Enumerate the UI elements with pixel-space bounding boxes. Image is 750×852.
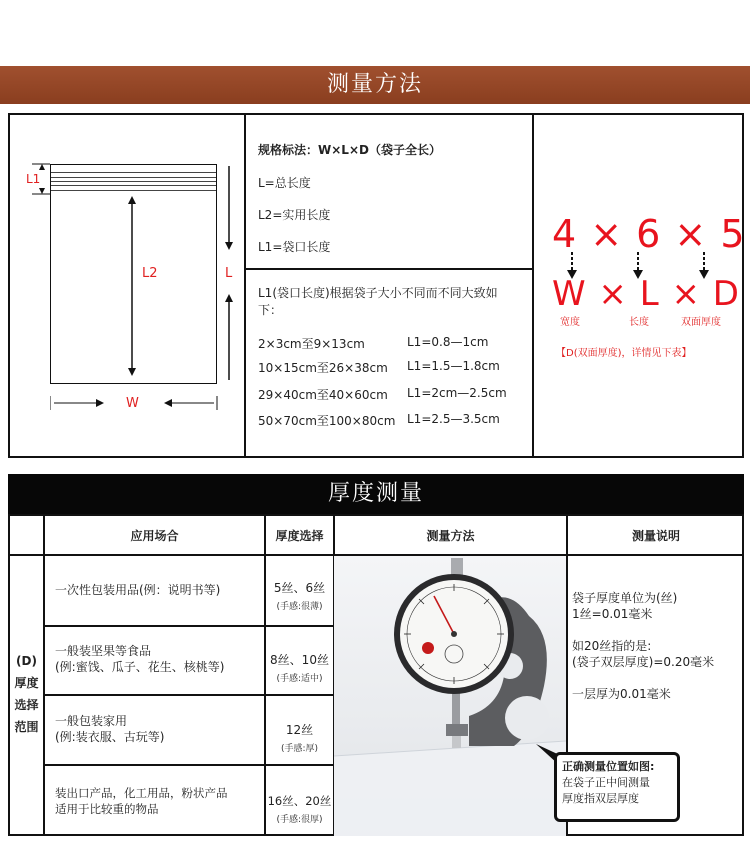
header-thickness: 厚度选择 — [275, 529, 324, 543]
l2-arrow — [126, 196, 138, 376]
side-label-line: (D) — [16, 654, 37, 668]
label-length: 长度 — [629, 317, 649, 328]
usage-cell: 一般包装家用 (例:装衣服、古玩等) — [55, 714, 165, 744]
thickness-gauge-photo — [334, 556, 566, 836]
usage-cell: 一次性包装用品(例：说明书等) — [55, 583, 221, 597]
measure-callout — [554, 752, 680, 822]
callout-line: 在袋子正中间测量 — [562, 776, 650, 789]
zipper-line — [51, 177, 216, 178]
l1-arrows — [30, 158, 52, 200]
explain-line: 1丝=0.01毫米 — [572, 607, 653, 621]
size-l1: L1=2.5—3.5cm — [407, 412, 500, 426]
size-range: 10×15cm至26×38cm — [258, 361, 388, 375]
feel-note: (手感:很厚) — [276, 815, 323, 825]
size-l1: L1=1.5—1.8cm — [407, 359, 500, 373]
explain-line: 一层厚为0.01毫米 — [572, 687, 671, 701]
label-thickness: 双面厚度 — [681, 317, 721, 328]
explain-line: 袋子厚度单位为(丝) — [572, 591, 678, 605]
feel-note: (手感:厚) — [280, 744, 319, 754]
l-label: L — [225, 266, 233, 281]
zipper-line — [51, 181, 216, 182]
l2-label: L2 — [142, 266, 158, 281]
section-title-measure-method: 测量方法 — [0, 66, 750, 104]
spec-title: 规格标法：W×L×D（袋子全长） — [258, 143, 441, 157]
zipper-line — [51, 185, 216, 186]
zipper-line — [51, 190, 216, 191]
feel-note: (手感:适中) — [276, 674, 323, 684]
label-width: 宽度 — [560, 317, 580, 328]
header-explain: 测量说明 — [631, 529, 680, 543]
spec-line: L=总长度 — [258, 176, 311, 190]
size-range: 29×40cm至40×60cm — [258, 388, 388, 402]
header-method: 测量方法 — [426, 529, 475, 543]
divider — [532, 113, 534, 458]
thickness-cell: 5丝、6丝 — [273, 581, 326, 595]
divider — [43, 625, 334, 627]
side-label — [10, 650, 43, 738]
size-l1: L1=0.8—1cm — [407, 335, 489, 349]
spec-line: L1=袋口长度 — [258, 240, 331, 254]
explain-line: (袋子双层厚度)=0.20毫米 — [572, 655, 715, 669]
side-label-line: 范围 — [14, 720, 39, 734]
size-range: 2×3cm至9×13cm — [258, 337, 365, 351]
size-l1: L1=2cm—2.5cm — [407, 386, 507, 400]
divider — [244, 268, 534, 270]
w-label: W — [126, 396, 139, 411]
usage-cell: 一般装坚果等食品 (例:蜜饯、瓜子、花生、核桃等) — [55, 644, 225, 674]
thickness-cell: 16丝、20丝 — [267, 794, 332, 808]
section-title-thickness: 厚度测量 — [8, 474, 744, 514]
side-label-line: 选择 — [14, 698, 39, 712]
formula-letters: W × L × D — [552, 274, 740, 314]
side-label-line: 厚度 — [14, 676, 39, 690]
callout-line: 厚度指双层厚度 — [562, 792, 639, 805]
formula-numbers: 4 × 6 × 5 — [552, 212, 746, 256]
divider — [43, 694, 334, 696]
spec-line: L2=实用长度 — [258, 208, 331, 222]
explain-line: 如20丝指的是: — [572, 639, 652, 653]
formula-note: 【D(双面厚度)，详情见下表】 — [556, 348, 692, 359]
callout-title: 正确测量位置如图: — [562, 760, 655, 773]
thickness-cell: 12丝 — [285, 723, 314, 737]
size-range: 50×70cm至100×80cm — [258, 414, 396, 428]
dial-gauge-illustration — [334, 556, 566, 836]
divider — [43, 764, 334, 766]
thickness-cell: 8丝、10丝 — [270, 653, 329, 667]
zipper-line — [51, 172, 216, 173]
l1-note: L1(袋口长度)根据袋子大小不同而不同大致如下： — [258, 286, 498, 317]
usage-cell: 装出口产品，化工用品，粉状产品 适用于比较重的物品 — [55, 786, 228, 816]
header-usage: 应用场合 — [130, 529, 179, 543]
divider — [43, 514, 45, 836]
l1-label: L1 — [26, 172, 41, 186]
divider — [244, 113, 246, 458]
feel-note: (手感:很薄) — [276, 602, 323, 612]
